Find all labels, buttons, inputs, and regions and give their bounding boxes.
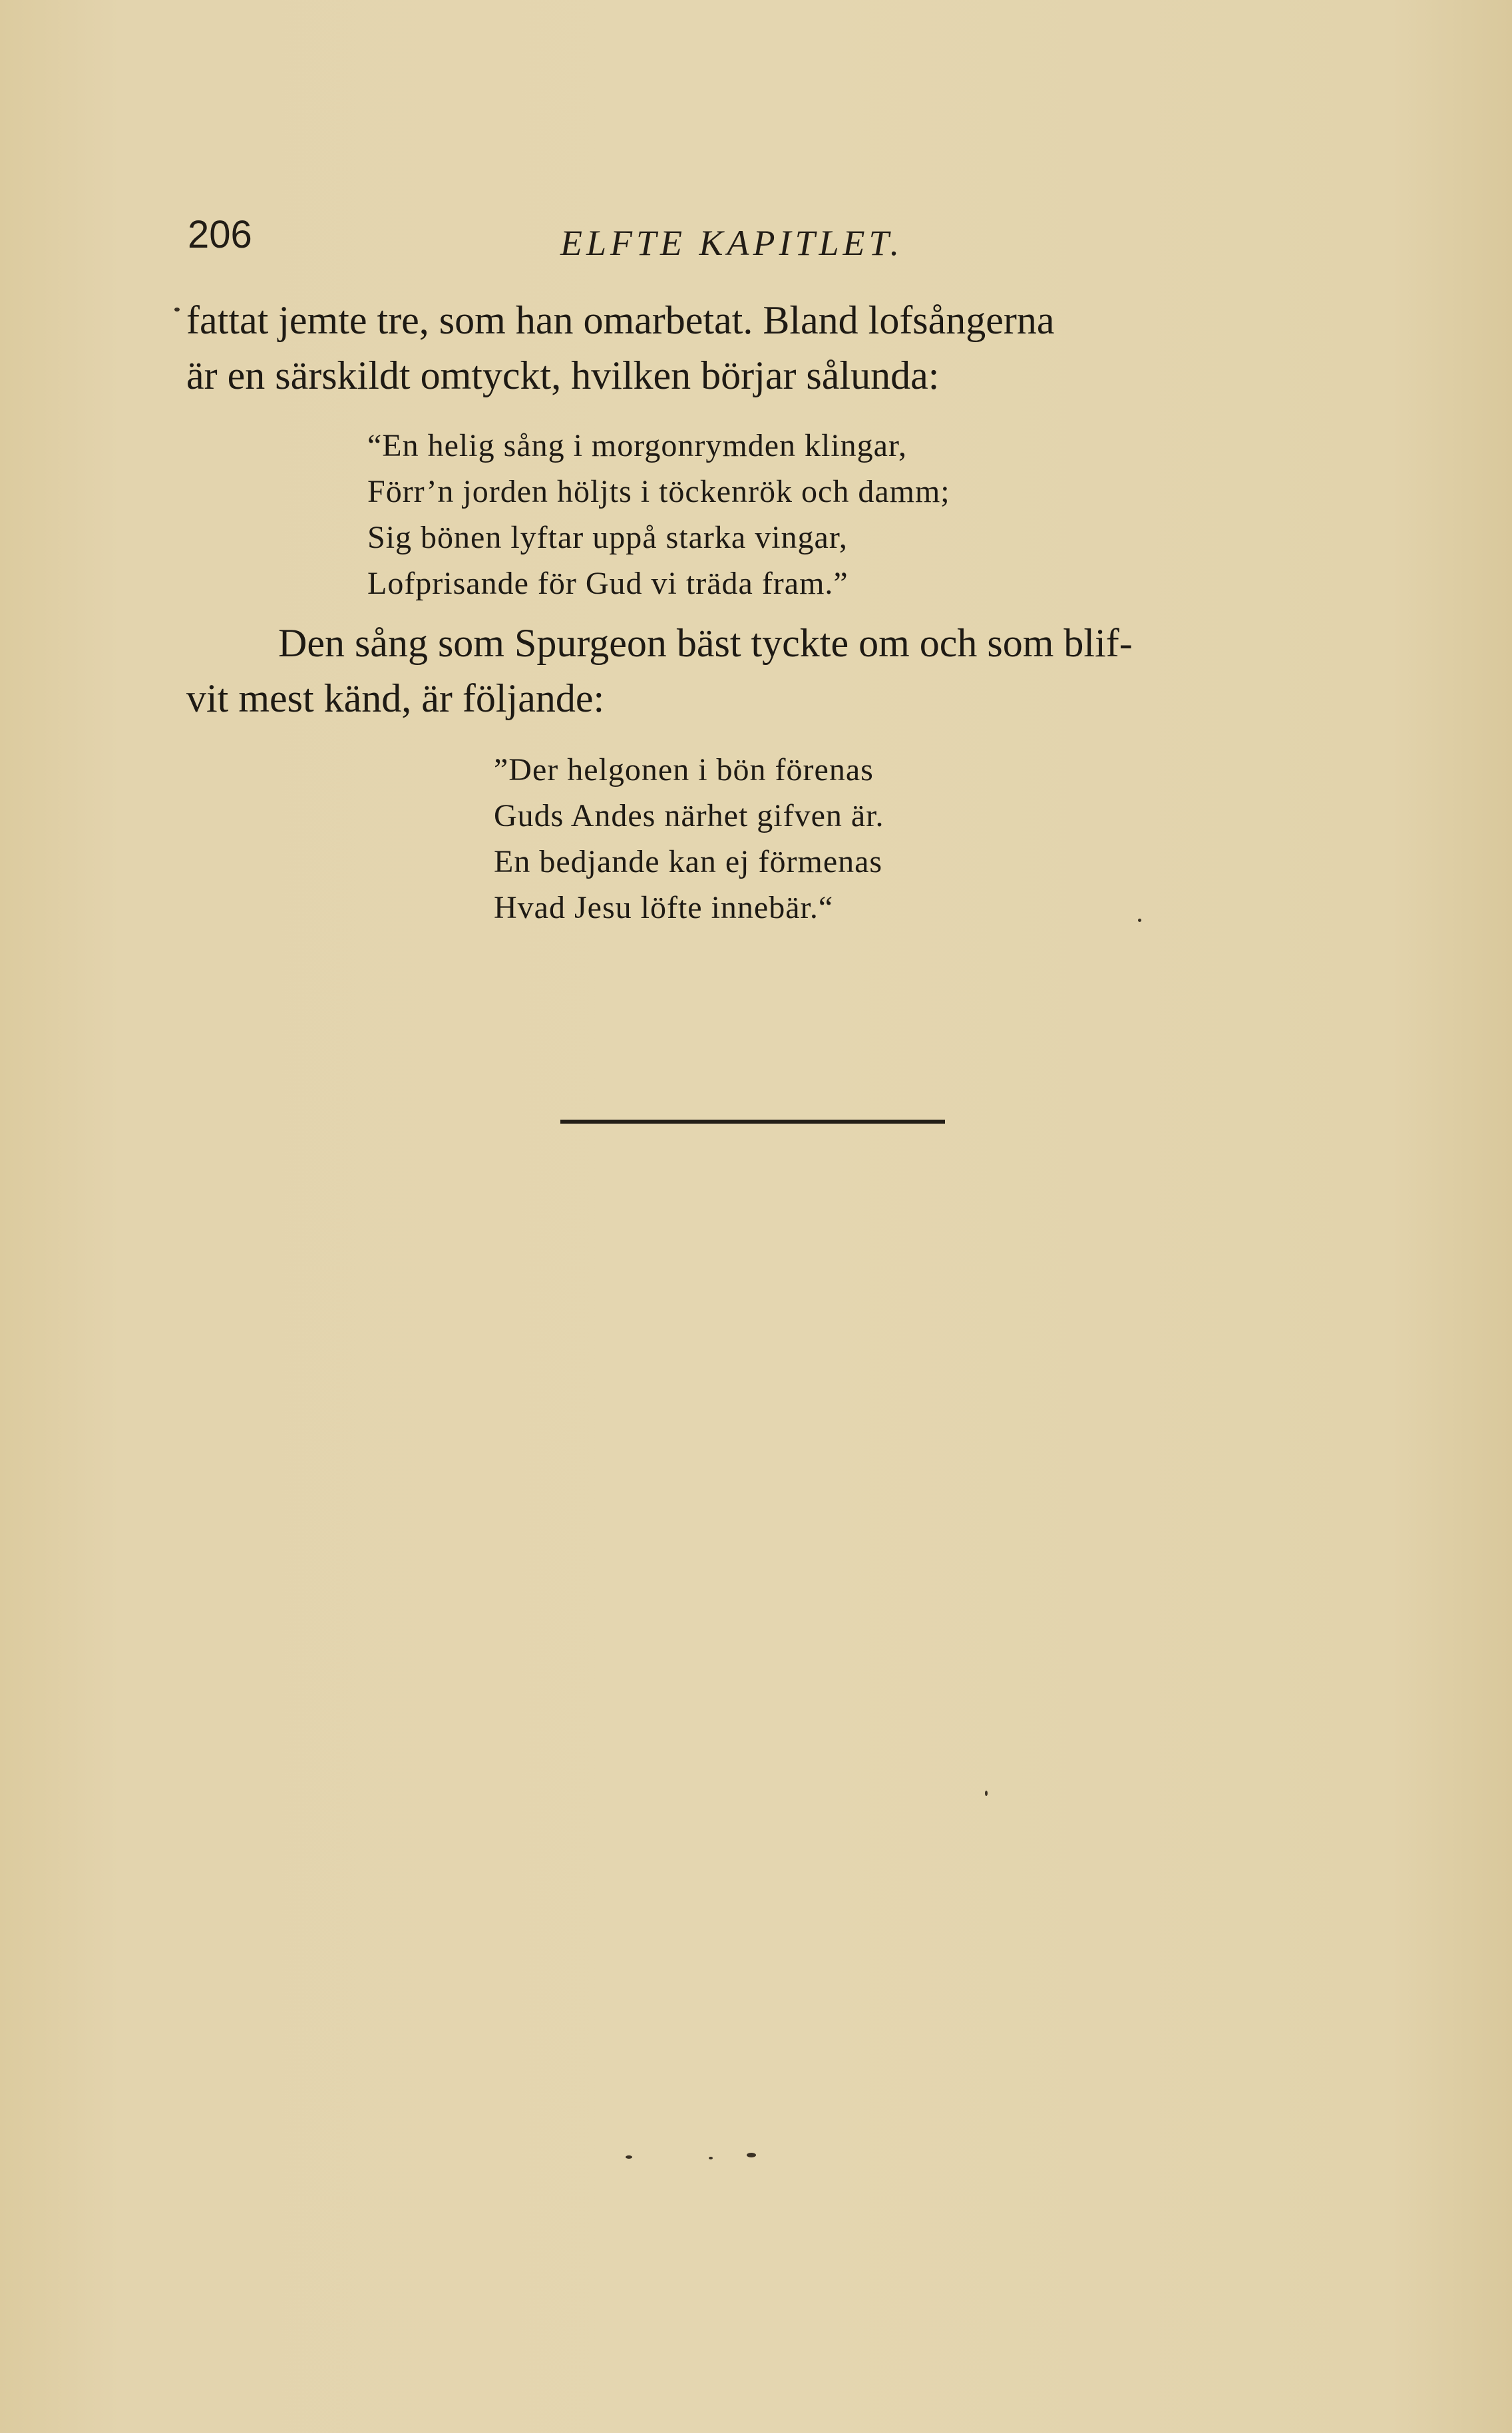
ink-speck (747, 2153, 756, 2157)
verse-2-line-4: Hvad Jesu löfte innebär.“ (494, 890, 834, 925)
chapter-title: ELFTE KAPITLET. (560, 223, 904, 263)
running-head (188, 212, 1306, 265)
verse-1 (367, 423, 950, 606)
paragraph-1 (186, 293, 1318, 403)
verse-2-line-3: En bedjande kan ej förmenas (494, 844, 883, 879)
verse-1-line-3: Sig bönen lyftar uppå starka vingar, (367, 520, 848, 555)
verse-2-line-2: Guds Andes närhet gifven är. (494, 798, 884, 833)
paragraph-1-line-1: fattat jemte tre, som han omarbetat. Bland lofsångerna (186, 298, 1055, 342)
ink-speck (174, 308, 180, 312)
verse-1-line-4: Lofprisande för Gud vi träda fram.” (367, 566, 849, 601)
section-end-rule (560, 1120, 945, 1124)
paragraph-1-line-2: är en särskildt omtyckt, hvilken börjar sålunda: (186, 353, 940, 397)
paragraph-2-line-1: Den sång som Spurgeon bäst tyckte om och som blif- (278, 621, 1133, 665)
ink-speck (626, 2155, 632, 2159)
ink-speck (1138, 919, 1141, 922)
verse-1-line-2: Förr’n jorden höljts i töckenrök och damm; (367, 474, 950, 509)
verse-2 (494, 747, 884, 931)
ink-speck (985, 1791, 988, 1796)
ink-speck (709, 2157, 713, 2159)
paragraph-2-line-2: vit mest känd, är följande: (186, 676, 605, 720)
paragraph-2 (186, 616, 1318, 726)
page-number: 206 (188, 213, 252, 256)
verse-1-line-1: “En helig sång i morgonrymden klingar, (367, 428, 908, 463)
verse-2-line-1: ”Der helgonen i bön förenas (494, 752, 874, 787)
